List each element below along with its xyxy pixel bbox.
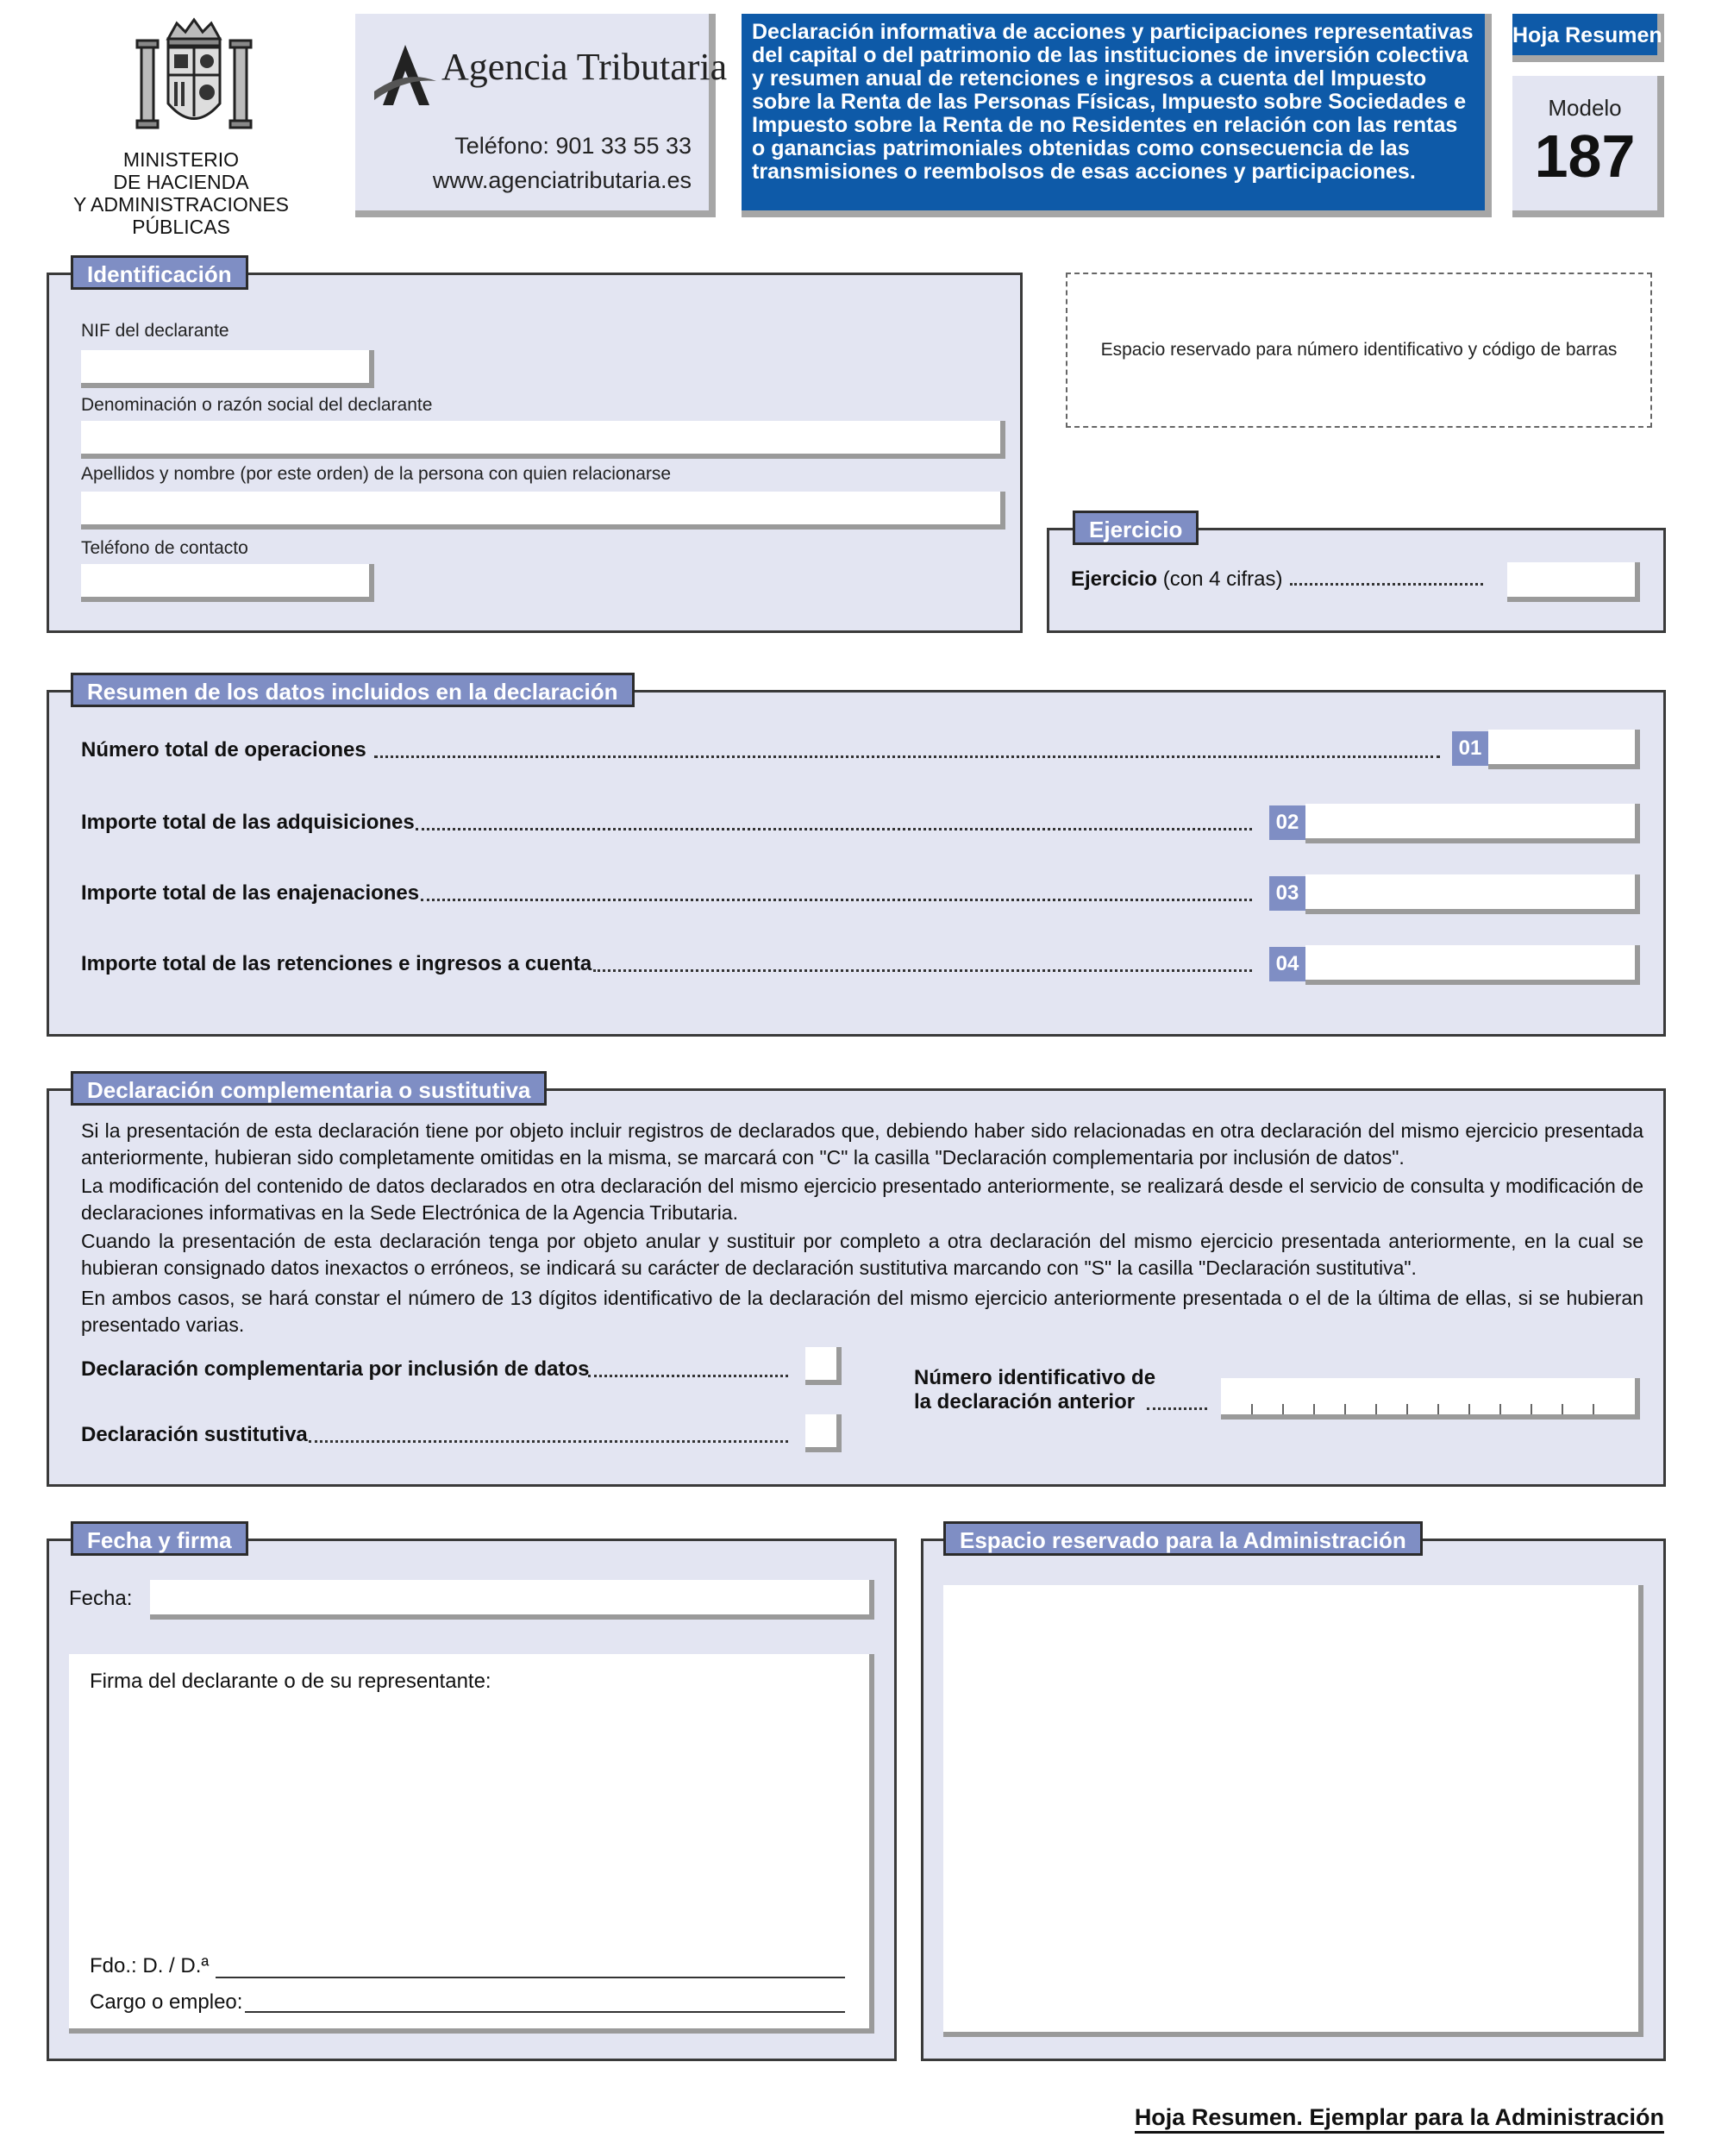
- telefono-input[interactable]: [81, 564, 374, 602]
- cargo-line: [245, 2011, 845, 2013]
- telefono-label: Teléfono de contacto: [81, 538, 248, 558]
- resumen-row-01-input[interactable]: [1488, 730, 1640, 769]
- prev-decl-label-1: Número identificativo de: [914, 1366, 1156, 1389]
- sustitutiva-checkbox[interactable]: [805, 1414, 842, 1452]
- ejercicio-label-rest: (con 4 cifras): [1162, 567, 1283, 591]
- nif-label: NIF del declarante: [81, 321, 229, 341]
- ejercicio-input[interactable]: [1507, 562, 1640, 602]
- prev-decl-number-input[interactable]: [1221, 1378, 1640, 1420]
- agency-box: [355, 14, 728, 217]
- ministry-line-1: MINISTERIO: [122, 148, 240, 171]
- resumen-row-02-label: Importe total de las adquisiciones: [81, 811, 415, 834]
- resumen-row-02-dots: [416, 828, 1252, 830]
- complementaria-check-label: Declaración complementaria por inclusión de datos: [81, 1357, 590, 1381]
- fecha-label: Fecha:: [69, 1587, 133, 1610]
- prev-decl-label-2: la declaración anterior: [914, 1390, 1136, 1413]
- fecha-firma-tab: Fecha y firma: [71, 1521, 248, 1556]
- prev-decl-dots: [1147, 1407, 1207, 1410]
- nif-input[interactable]: [81, 350, 374, 388]
- resumen-tab: Resumen de los datos incluidos en la declaración: [71, 673, 635, 707]
- ministry-name: [34, 148, 328, 238]
- resumen-row-03-input[interactable]: [1305, 874, 1640, 914]
- model-box: [1512, 76, 1664, 217]
- model-number: 187: [1534, 122, 1636, 190]
- resumen-row-03-number: 03: [1269, 876, 1305, 911]
- ministry-line-2: DE HACIENDA: [113, 171, 249, 193]
- agency-website: www.agenciatributaria.es: [432, 167, 692, 193]
- agency-name: Agencia Tributaria: [441, 46, 728, 88]
- sustitutiva-check-label: Declaración sustitutiva: [81, 1423, 308, 1446]
- resumen-row-04-number: 04: [1269, 947, 1305, 981]
- ejercicio-label: [1071, 567, 1282, 592]
- complementaria-checkbox[interactable]: [805, 1347, 842, 1385]
- ejercicio-label-bold: Ejercicio: [1071, 567, 1158, 591]
- resumen-row-01-number: 01: [1452, 731, 1488, 766]
- fecha-input[interactable]: [150, 1580, 874, 1620]
- fdo-label: Fdo.: D. / D.ª: [90, 1954, 210, 1977]
- cargo-label: Cargo o empleo:: [90, 1990, 243, 2014]
- resumen-row-04-label: Importe total de las retenciones e ingresos a cuenta: [81, 952, 592, 975]
- barcode-reserved-area: [1066, 273, 1652, 428]
- resumen-row-04-dots: [593, 969, 1252, 972]
- resumen-row-01-label: Número total de operaciones: [81, 738, 366, 761]
- ministry-line-3: Y ADMINISTRACIONES PÚBLICAS: [72, 193, 290, 238]
- agency-logo-icon: [371, 38, 440, 116]
- fdo-line: [216, 1977, 845, 1978]
- complementaria-paragraph-2: La modificación del contenido de datos declarados en otra declaración del mismo ejercicio presentado anteriormente, se realizará desde el servicio de consulta y modificación de declaraciones informativas en la Sede Electrónica de la Agencia Tributaria.: [81, 1175, 1643, 1224]
- firma-box[interactable]: [69, 1654, 874, 2034]
- complementaria-check-dots: [588, 1375, 788, 1377]
- resumen-row-02-number: 02: [1269, 805, 1305, 840]
- identificacion-tab: Identificación: [71, 255, 248, 290]
- administracion-tab: Espacio reservado para la Administración: [943, 1521, 1423, 1556]
- resumen-row-03-dots: [421, 899, 1252, 901]
- resumen-row-02-input[interactable]: [1305, 804, 1640, 843]
- complementaria-paragraph-1: Si la presentación de esta declaración tiene por objeto incluir registros de declarados que, debiendo haber sido relacionadas en otra declaración del mismo ejercicio presentada anteriormente, hubieran sido completamente omitidas en la misma, se marcará con "C" la casilla "Declaración complementaria por inclusión de datos".: [81, 1119, 1643, 1169]
- administracion-box: [943, 1585, 1643, 2037]
- sustitutiva-check-dots: [309, 1440, 788, 1443]
- coat-of-arms-logo: [129, 13, 259, 142]
- agency-phone: Teléfono: 901 33 55 33: [454, 133, 692, 159]
- complementaria-tab: Declaración complementaria o sustitutiva: [71, 1071, 547, 1106]
- ejercicio-leader-dots: [1290, 583, 1483, 586]
- apellidos-input[interactable]: [81, 492, 1005, 530]
- footer-label: Hoja Resumen. Ejemplar para la Administración: [1135, 2104, 1664, 2134]
- complementaria-paragraph-3: Cuando la presentación de esta declaración tenga por objeto anular y sustituir por completo a otra declaración del mismo ejercicio presentada anteriormente, en la cual se hubieran consignado datos inexactos o erróneos, se indicará su carácter de declaración sustitutiva marcando con "S" la casilla "Declaración sustitutiva".: [81, 1230, 1643, 1279]
- firma-label: Firma del declarante o de su representante:: [90, 1670, 491, 1693]
- sheet-label-badge: [1512, 14, 1664, 62]
- prev-decl-digit-ticks: [1221, 1397, 1635, 1414]
- resumen-row-04-input[interactable]: [1305, 945, 1640, 985]
- form-title: Declaración informativa de acciones y participaciones representativas del capital o del patrimonio de las instituciones de inversión colectiva y resumen anual de retenciones e ingresos a cuenta del Impuesto sobre la Renta de las Personas Físicas, Impuesto sobre Sociedades e Impuesto sobre la Renta de no Residentes en relación con las rentas o ganancias patrimoniales obtenidas como consecuencia de las transmisiones o reembolsos de esas acciones y participaciones.: [742, 14, 1492, 217]
- denominacion-label: Denominación o razón social del declarante: [81, 395, 433, 415]
- complementaria-paragraph-4: En ambos casos, se hará constar el número de 13 dígitos identificativo de la declaración del mismo ejercicio anteriormente presentada o el de la última de ellas, si se hubieran presentado varias.: [81, 1287, 1643, 1336]
- model-label: Modelo: [1548, 95, 1622, 121]
- barcode-note: Espacio reservado para número identificativo y código de barras: [1100, 340, 1618, 360]
- sheet-label: Hoja Resumen: [1512, 23, 1662, 47]
- resumen-row-01-dots: [374, 755, 1440, 758]
- ejercicio-tab: Ejercicio: [1073, 511, 1199, 545]
- apellidos-label: Apellidos y nombre (por este orden) de la persona con quien relacionarse: [81, 464, 672, 484]
- denominacion-input[interactable]: [81, 421, 1005, 459]
- resumen-row-03-label: Importe total de las enajenaciones: [81, 881, 420, 905]
